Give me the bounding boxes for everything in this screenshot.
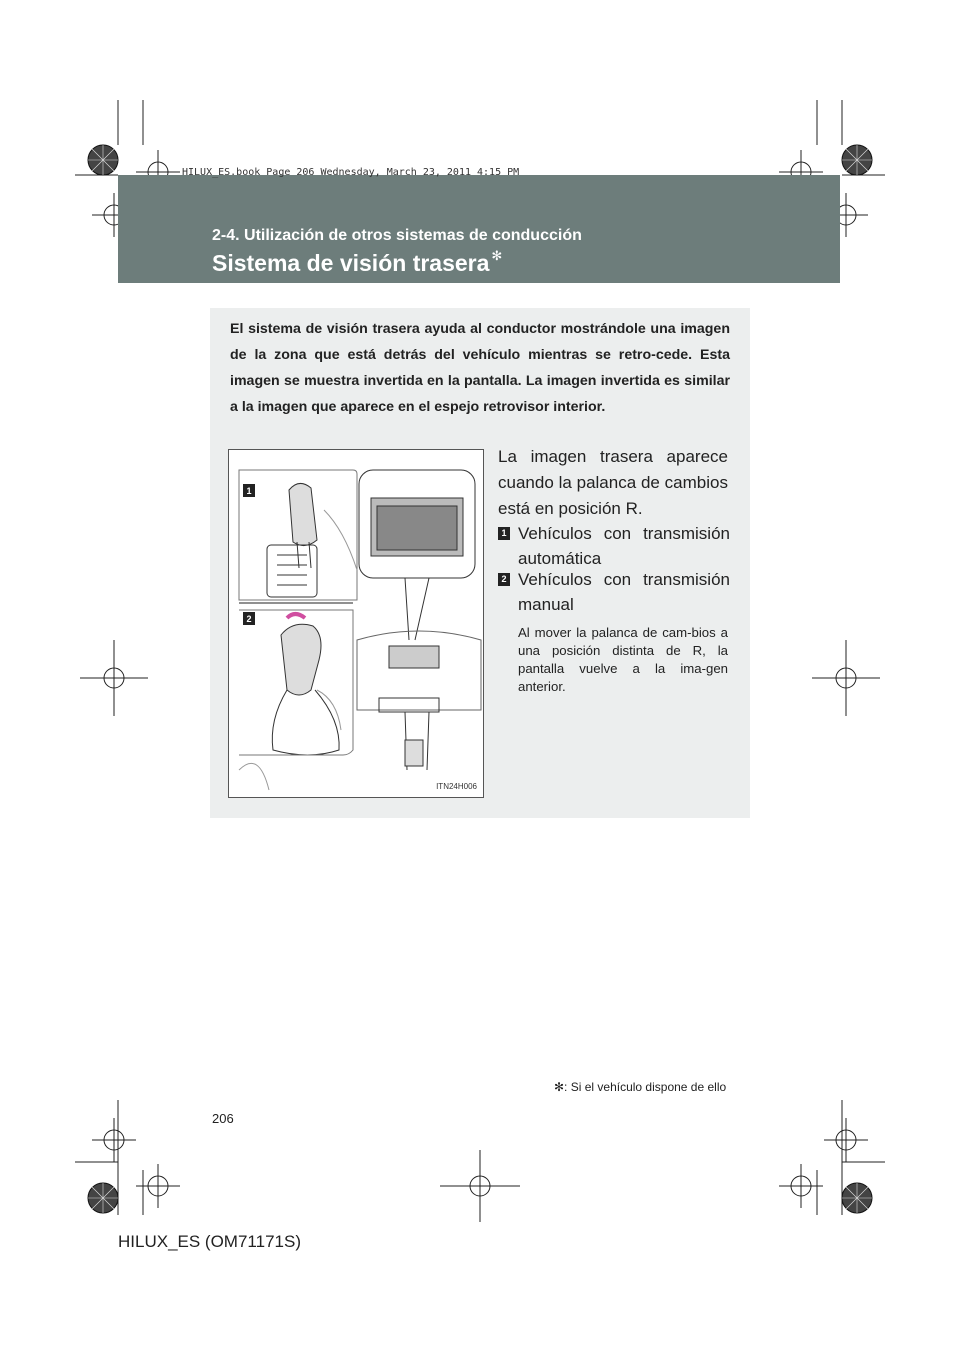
item-text: Vehículos con transmisión manual [518, 570, 730, 614]
list-item [498, 567, 730, 617]
note-text: Al mover la palanca de cam-bios a una posición distinta de R, la pantalla vuelve a la ima-gen anterior. [518, 625, 728, 694]
page-title [212, 250, 502, 277]
figure-badge-2: 2 [246, 614, 252, 624]
rear-view-figure [228, 449, 484, 798]
page-number: 206 [212, 1111, 234, 1126]
list-item [498, 521, 730, 571]
figure-caption: La imagen trasera aparece cuando la palanca de cambios está en posición R. [498, 447, 728, 518]
footnote: ✻: Si el vehículo dispone de ello [554, 1080, 727, 1094]
item-number-badge: 2 [498, 573, 510, 586]
figure-badge-1: 1 [246, 486, 252, 496]
item-number-badge: 1 [498, 527, 510, 540]
illustration [229, 450, 483, 797]
asterisk-icon: ✻ [491, 248, 503, 263]
intro-paragraph: El sistema de visión trasera ayuda al conductor mostrándole una imagen de la zona que está detrás del vehículo mientras se retro-cede. Esta imagen se muestra invertida en la pantalla. La imagen invertida es similar a la imagen que aparece en el espejo retrovisor interior. [230, 321, 730, 415]
section-title: 2-4. Utilización de otros sistemas de conducción [212, 227, 582, 244]
page-title-text: Sistema de visión trasera [212, 250, 490, 276]
document-code: HILUX_ES (OM71171S) [118, 1232, 301, 1251]
figure-code: ITN24H006 [436, 782, 477, 791]
book-note: HILUX_ES.book Page 206 Wednesday, March 23, 2011 4:15 PM [182, 167, 520, 178]
item-text: Vehículos con transmisión automática [518, 524, 730, 568]
